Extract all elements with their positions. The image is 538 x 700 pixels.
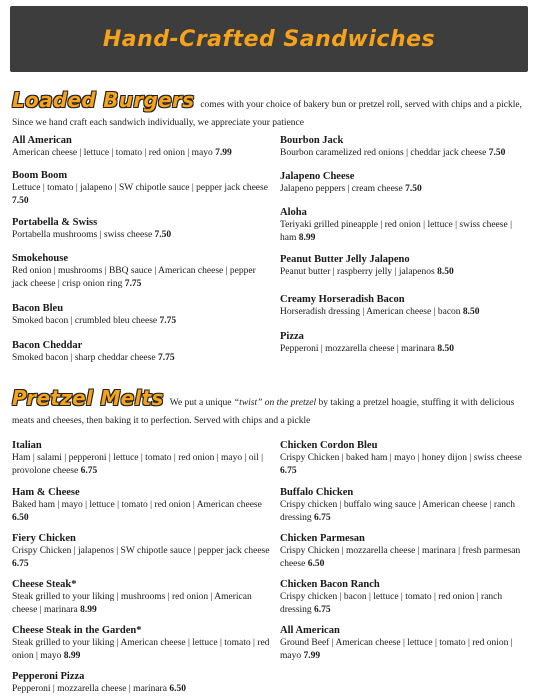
- item-name: Italian: [12, 440, 42, 451]
- menu-item: [12, 252, 272, 290]
- item-price: 6.75: [12, 558, 29, 569]
- item-description: Steak grilled to your liking | mushrooms | red onion | American cheese | marinara 8.99: [12, 592, 252, 615]
- menu-item: [12, 532, 272, 570]
- item-name: All American: [280, 625, 340, 636]
- item-name: Cheese Steak*: [12, 579, 77, 590]
- item-name: Peanut Butter Jelly Jalapeno: [280, 254, 410, 265]
- item-description: Crispy chicken | bacon | lettuce | tomato | red onion | ranch dressing 6.75: [280, 592, 503, 615]
- item-description: Pepperoni | mozzarella cheese | marinara 8.50: [280, 344, 454, 354]
- section-header-pretzel-melts: [12, 386, 528, 428]
- item-name: All American: [12, 135, 72, 146]
- item-name: Chicken Cordon Bleu: [280, 440, 378, 451]
- menu-item: [12, 169, 272, 207]
- menu-item: [280, 253, 530, 279]
- item-description: Baked ham | mayo | lettuce | tomato | red onion | American cheese 6.50: [12, 500, 262, 523]
- item-description: Peanut butter | raspberry jelly | jalapenos 8.50: [280, 267, 454, 277]
- item-description: Bourbon caramelized red onions | cheddar jack cheese 7.50: [280, 148, 506, 158]
- menu-item: [12, 339, 272, 365]
- menu-item: [280, 624, 530, 662]
- item-name: Ham & Cheese: [12, 487, 80, 498]
- menu-item: [12, 216, 272, 242]
- item-description: Steak grilled to your liking | American cheese | lettuce | tomato | red onion | mayo 8.99: [12, 638, 270, 661]
- item-description: Jalapeno peppers | cream cheese 7.50: [280, 184, 422, 194]
- menu-item: [280, 293, 530, 319]
- item-name: Bacon Bleu: [12, 303, 64, 314]
- item-price: 6.75: [280, 465, 297, 476]
- item-name: Fiery Chicken: [12, 533, 76, 544]
- item-name: Buffalo Chicken: [280, 487, 354, 498]
- menu-item: [12, 134, 272, 160]
- item-price: 7.99: [303, 650, 321, 661]
- section-description: comes with your choice of bakery bun or pretzel roll, served with chips and a pickle, Since we hand craft each sandwich individually, we appreciate your patience: [12, 100, 522, 128]
- item-name: Bacon Cheddar: [12, 340, 83, 351]
- item-price: 6.50: [169, 684, 186, 694]
- page-title: Hand-Crafted Sandwiches: [102, 26, 436, 52]
- item-price: 7.75: [157, 353, 175, 363]
- menu-item: [12, 439, 272, 477]
- menu-item: [12, 624, 272, 662]
- item-description: Red onion | mushrooms | BBQ sauce | American cheese | pepper jack cheese | crisp onion ring 7.75: [12, 266, 256, 289]
- item-price: 7.75: [124, 278, 142, 289]
- item-description: Teriyaki grilled pineapple | red onion | lettuce | swiss cheese | ham 8.99: [280, 220, 512, 243]
- item-price: 8.50: [437, 267, 454, 277]
- item-name: Jalapeno Cheese: [280, 171, 355, 182]
- item-price: 8.99: [63, 650, 81, 661]
- item-description: American cheese | lettuce | tomato | red onion | mayo 7.99: [12, 148, 232, 158]
- menu-item: [280, 532, 530, 570]
- item-name: Boom Boom: [12, 170, 68, 181]
- header-banner: [10, 6, 528, 72]
- menu-item: [280, 206, 530, 244]
- item-description: Ham | salami | pepperoni | lettuce | tomato | red onion | mayo | oil | provolone cheese 6.75: [12, 453, 264, 476]
- item-description: Crispy Chicken | jalapenos | SW chipotle sauce | pepper jack cheese 6.75: [12, 546, 270, 569]
- section-title: Pretzel Melts: [12, 386, 164, 410]
- section-header-loaded-burgers: [12, 88, 528, 130]
- item-description: Portabella mushrooms | swiss cheese 7.50: [12, 230, 172, 240]
- item-description: Ground Beef | American cheese | lettuce | tomato | red onion | mayo 7.99: [280, 638, 513, 661]
- item-description: Horseradish dressing | American cheese | bacon 8.50: [280, 307, 480, 317]
- item-price: 6.50: [307, 558, 325, 569]
- item-description: Smoked bacon | crumbled bleu cheese 7.75: [12, 316, 177, 326]
- item-description: Crispy chicken | buffalo wing sauce | American cheese | ranch dressing 6.75: [280, 500, 516, 523]
- item-price: 7.50: [488, 148, 506, 158]
- item-name: Cheese Steak in the Garden*: [12, 625, 142, 636]
- item-name: Chicken Parmesan: [280, 533, 365, 544]
- menu-item: [12, 302, 272, 328]
- menu-item: [280, 170, 530, 196]
- item-price: 8.99: [80, 604, 97, 615]
- item-name: Portabella & Swiss: [12, 217, 98, 228]
- item-name: Aloha: [280, 207, 307, 218]
- item-description: Smoked bacon | sharp cheddar cheese 7.75: [12, 353, 175, 363]
- menu-item: [280, 439, 530, 477]
- menu-item: [12, 578, 272, 616]
- item-description: Crispy Chicken | mozzarella cheese | marinara | fresh parmesan cheese 6.50: [280, 546, 521, 569]
- item-name: Smokehouse: [12, 253, 69, 264]
- item-name: Pizza: [280, 331, 304, 342]
- item-price: 6.75: [314, 604, 331, 615]
- menu-item: [12, 486, 272, 524]
- item-price: 6.75: [314, 512, 331, 523]
- item-price: 8.50: [462, 307, 480, 317]
- item-description: Lettuce | tomato | jalapeno | SW chipotle sauce | pepper jack cheese 7.50: [12, 183, 268, 206]
- item-price: 8.50: [437, 344, 454, 354]
- item-price: 8.99: [298, 232, 316, 243]
- item-price: 6.75: [80, 465, 98, 476]
- item-price: 6.50: [12, 512, 29, 523]
- item-description: Crispy Chicken | baked ham | mayo | honey dijon | swiss cheese 6.75: [280, 453, 522, 476]
- menu-item: [280, 578, 530, 616]
- menu-item: [280, 134, 530, 160]
- item-description: Pepperoni | mozzarella cheese | marinara 6.50: [12, 684, 186, 694]
- item-price: 7.50: [405, 184, 422, 194]
- item-price: 7.50: [12, 195, 29, 206]
- section-title: Loaded Burgers: [12, 88, 195, 112]
- menu-item: [280, 486, 530, 524]
- section-description: We put a unique “twist” on the pretzel by taking a pretzel hoagie, stuffing it with delicious meats and cheeses, then baking it to perfection. Served with chips and a pickle: [12, 398, 515, 426]
- item-price: 7.99: [215, 148, 232, 158]
- item-name: Bourbon Jack: [280, 135, 344, 146]
- item-name: Pepperoni Pizza: [12, 671, 85, 682]
- menu-item: [12, 670, 272, 696]
- menu-item: [280, 330, 530, 356]
- item-price: 7.50: [154, 230, 172, 240]
- item-name: Chicken Bacon Ranch: [280, 579, 380, 590]
- item-price: 7.75: [159, 316, 177, 326]
- item-name: Creamy Horseradish Bacon: [280, 294, 405, 305]
